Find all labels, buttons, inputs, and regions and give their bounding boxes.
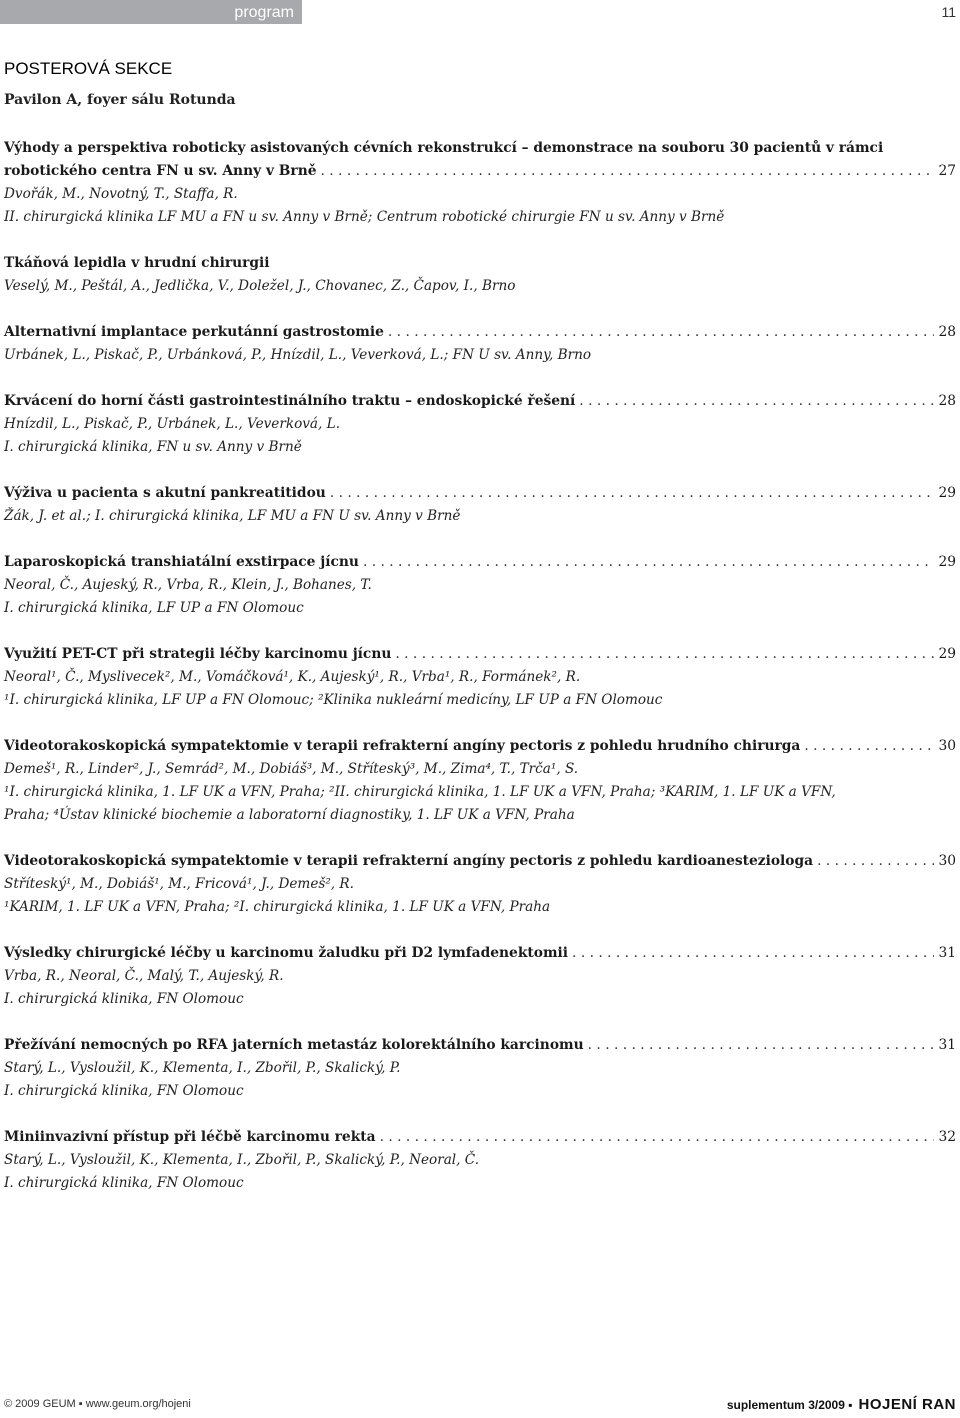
entry-authors: Starý, L., Vysloužil, K., Klementa, I., Zbořil, P., Skalický, P., Neoral, Č. bbox=[4, 1152, 480, 1168]
entry-page: 30 bbox=[938, 738, 956, 754]
entry-affiliation: I. chirurgická klinika, LF UP a FN Olomouc bbox=[4, 600, 304, 616]
section-title: POSTEROVÁ SEKCE bbox=[4, 59, 173, 78]
entry-title bbox=[4, 551, 956, 574]
dot-leader bbox=[804, 735, 934, 758]
entry-title-text: Alternativní implantace perkutánní gastrostomie bbox=[4, 324, 384, 340]
entry-page: 28 bbox=[938, 393, 956, 409]
program-entry bbox=[4, 390, 956, 459]
entry-title bbox=[4, 482, 956, 505]
entry-authors: Dvořák, M., Novotný, T., Staffa, R. bbox=[4, 186, 238, 202]
entry-authors: Neoral¹, Č., Myslivecek², M., Vomáčková¹, K., Aujeský¹, R., Vrba¹, R., Formánek², R. bbox=[4, 669, 581, 685]
dot-leader bbox=[817, 850, 934, 873]
section-location: Pavilon A, foyer sálu Rotunda bbox=[4, 92, 236, 108]
entry-title bbox=[4, 942, 956, 965]
dot-leader bbox=[579, 390, 934, 413]
entry-page: 29 bbox=[938, 646, 956, 662]
journal-brand: HOJENÍ RAN bbox=[858, 1396, 956, 1413]
footer-journal bbox=[727, 1396, 956, 1413]
entry-affiliation: I. chirurgická klinika, FN u sv. Anny v Brně bbox=[4, 439, 302, 455]
entry-affiliation: ¹KARIM, 1. LF UK a VFN, Praha; ²I. chirurgická klinika, 1. LF UK a VFN, Praha bbox=[4, 899, 551, 915]
entry-title-text: Využití PET-CT při strategii léčby karcinomu jícnu bbox=[4, 646, 392, 662]
entry-page: 29 bbox=[938, 554, 956, 570]
page-footer bbox=[0, 1394, 960, 1416]
entry-authors: Urbánek, L., Piskač, P., Urbánková, P., Hnízdil, L., Veverková, L.; FN U sv. Anny, Brno bbox=[4, 347, 592, 363]
program-entry bbox=[4, 551, 956, 620]
entry-page: 27 bbox=[938, 163, 956, 179]
program-entry bbox=[4, 735, 956, 827]
program-entry bbox=[4, 850, 956, 919]
entry-authors: Žák, J. et al.; I. chirurgická klinika, LF MU a FN U sv. Anny v Brně bbox=[4, 508, 461, 524]
entry-affiliation: I. chirurgická klinika, FN Olomouc bbox=[4, 1175, 244, 1191]
entry-title-text: Laparoskopická transhiatální exstirpace jícnu bbox=[4, 554, 359, 570]
entry-authors: Starý, L., Vysloužil, K., Klementa, I., Zbořil, P., Skalický, P. bbox=[4, 1060, 401, 1076]
entry-title-text: Výživa u pacienta s akutní pankreatitidou bbox=[4, 485, 326, 501]
entry-affiliation: ¹I. chirurgická klinika, LF UP a FN Olomouc; ²Klinika nukleární medicíny, LF UP a FN Olomouc bbox=[4, 692, 663, 708]
entry-title-text: Videotorakoskopická sympatektomie v terapii refrakterní angíny pectoris z pohledu kardioanesteziologa bbox=[4, 853, 814, 869]
entry-title-text: Videotorakoskopická sympatektomie v terapii refrakterní angíny pectoris z pohledu hrudního chirurga bbox=[4, 738, 801, 754]
dot-leader bbox=[330, 482, 935, 505]
dot-leader bbox=[388, 321, 935, 344]
entry-authors: Hnízdil, L., Piskač, P., Urbánek, L., Veverková, L. bbox=[4, 416, 341, 432]
entry-title-line: Výhody a perspektiva roboticky asistovaných cévních rekonstrukcí – demonstrace na souboru 30 pacientů v rámci bbox=[4, 140, 884, 156]
entry-title bbox=[4, 643, 956, 666]
entry-title-text: Výsledky chirurgické léčby u karcinomu žaludku při D2 lymfadenektomii bbox=[4, 945, 569, 961]
entry-title bbox=[4, 1034, 956, 1057]
dot-leader bbox=[395, 643, 934, 666]
entry-title bbox=[4, 1126, 956, 1149]
entry-affiliation: I. chirurgická klinika, FN Olomouc bbox=[4, 1083, 244, 1099]
entry-affiliation: I. chirurgická klinika, FN Olomouc bbox=[4, 991, 244, 1007]
entry-page: 32 bbox=[938, 1129, 956, 1145]
program-entry bbox=[4, 137, 956, 229]
dot-leader bbox=[363, 551, 934, 574]
entry-affiliation: II. chirurgická klinika LF MU a FN u sv. Anny v Brně; Centrum robotické chirurgie FN u sv. Anny v Brně bbox=[4, 209, 725, 225]
entry-authors: Stříteský¹, M., Dobiáš¹, M., Fricová¹, J., Demeš², R. bbox=[4, 876, 354, 892]
entry-page: 31 bbox=[938, 945, 956, 961]
entry-authors: Vrba, R., Neoral, Č., Malý, T., Aujeský, R. bbox=[4, 968, 284, 984]
entry-title bbox=[4, 735, 956, 758]
program-entry bbox=[4, 482, 956, 528]
entry-page: 28 bbox=[938, 324, 956, 340]
entry-affiliation-continued: Praha; ⁴Ústav klinické biochemie a laboratorní diagnostiky, 1. LF UK a VFN, Praha bbox=[4, 807, 575, 823]
entry-title bbox=[4, 390, 956, 413]
program-entry bbox=[4, 321, 956, 367]
program-list bbox=[4, 137, 956, 1218]
entry-page: 30 bbox=[938, 853, 956, 869]
dot-leader bbox=[588, 1034, 935, 1057]
entry-authors: Neoral, Č., Aujeský, R., Vrba, R., Klein, J., Bohanes, T. bbox=[4, 577, 372, 593]
entry-affiliation: ¹I. chirurgická klinika, 1. LF UK a VFN, Praha; ²II. chirurgická klinika, 1. LF UK a VFN, Praha; ³KARIM, 1. LF UK a VFN, bbox=[4, 784, 836, 800]
entry-title-text: Tkáňová lepidla v hrudní chirurgii bbox=[4, 255, 270, 271]
program-entry bbox=[4, 942, 956, 1011]
page-number: 11 bbox=[941, 4, 956, 20]
program-entry bbox=[4, 1126, 956, 1195]
dot-leader bbox=[321, 160, 935, 183]
footer-supplement: suplementum 3/2009 ▪ bbox=[726, 1398, 853, 1412]
dot-leader bbox=[380, 1126, 935, 1149]
program-entry bbox=[4, 643, 956, 712]
program-entry bbox=[4, 252, 956, 298]
footer-copyright: © 2009 GEUM ▪ www.geum.org/hojeni bbox=[4, 1398, 191, 1410]
entry-title-text: Přežívání nemocných po RFA jaterních metastáz kolorektálního karcinomu bbox=[4, 1037, 584, 1053]
entry-page: 29 bbox=[938, 485, 956, 501]
entry-authors: Demeš¹, R., Linder², J., Semrád², M., Dobiáš³, M., Stříteský³, M., Zima⁴, T., Trča¹, S. bbox=[4, 761, 579, 777]
entry-title bbox=[4, 321, 956, 344]
entry-title bbox=[4, 160, 956, 183]
program-entry bbox=[4, 1034, 956, 1103]
entry-title-text: Miniinvazivní přístup při léčbě karcinomu rekta bbox=[4, 1129, 376, 1145]
dot-leader bbox=[572, 942, 934, 965]
entry-title-text: Krvácení do horní části gastrointestinálního traktu – endoskopické řešení bbox=[4, 393, 576, 409]
entry-page: 31 bbox=[938, 1037, 956, 1053]
entry-authors: Veselý, M., Peštál, A., Jedlička, V., Doležel, J., Chovanec, Z., Čapov, I., Brno bbox=[4, 278, 516, 294]
header-label: program bbox=[0, 0, 302, 24]
entry-title bbox=[4, 252, 956, 275]
entry-title-text: robotického centra FN u sv. Anny v Brně bbox=[4, 163, 317, 179]
page-header bbox=[0, 0, 960, 24]
entry-title bbox=[4, 850, 956, 873]
